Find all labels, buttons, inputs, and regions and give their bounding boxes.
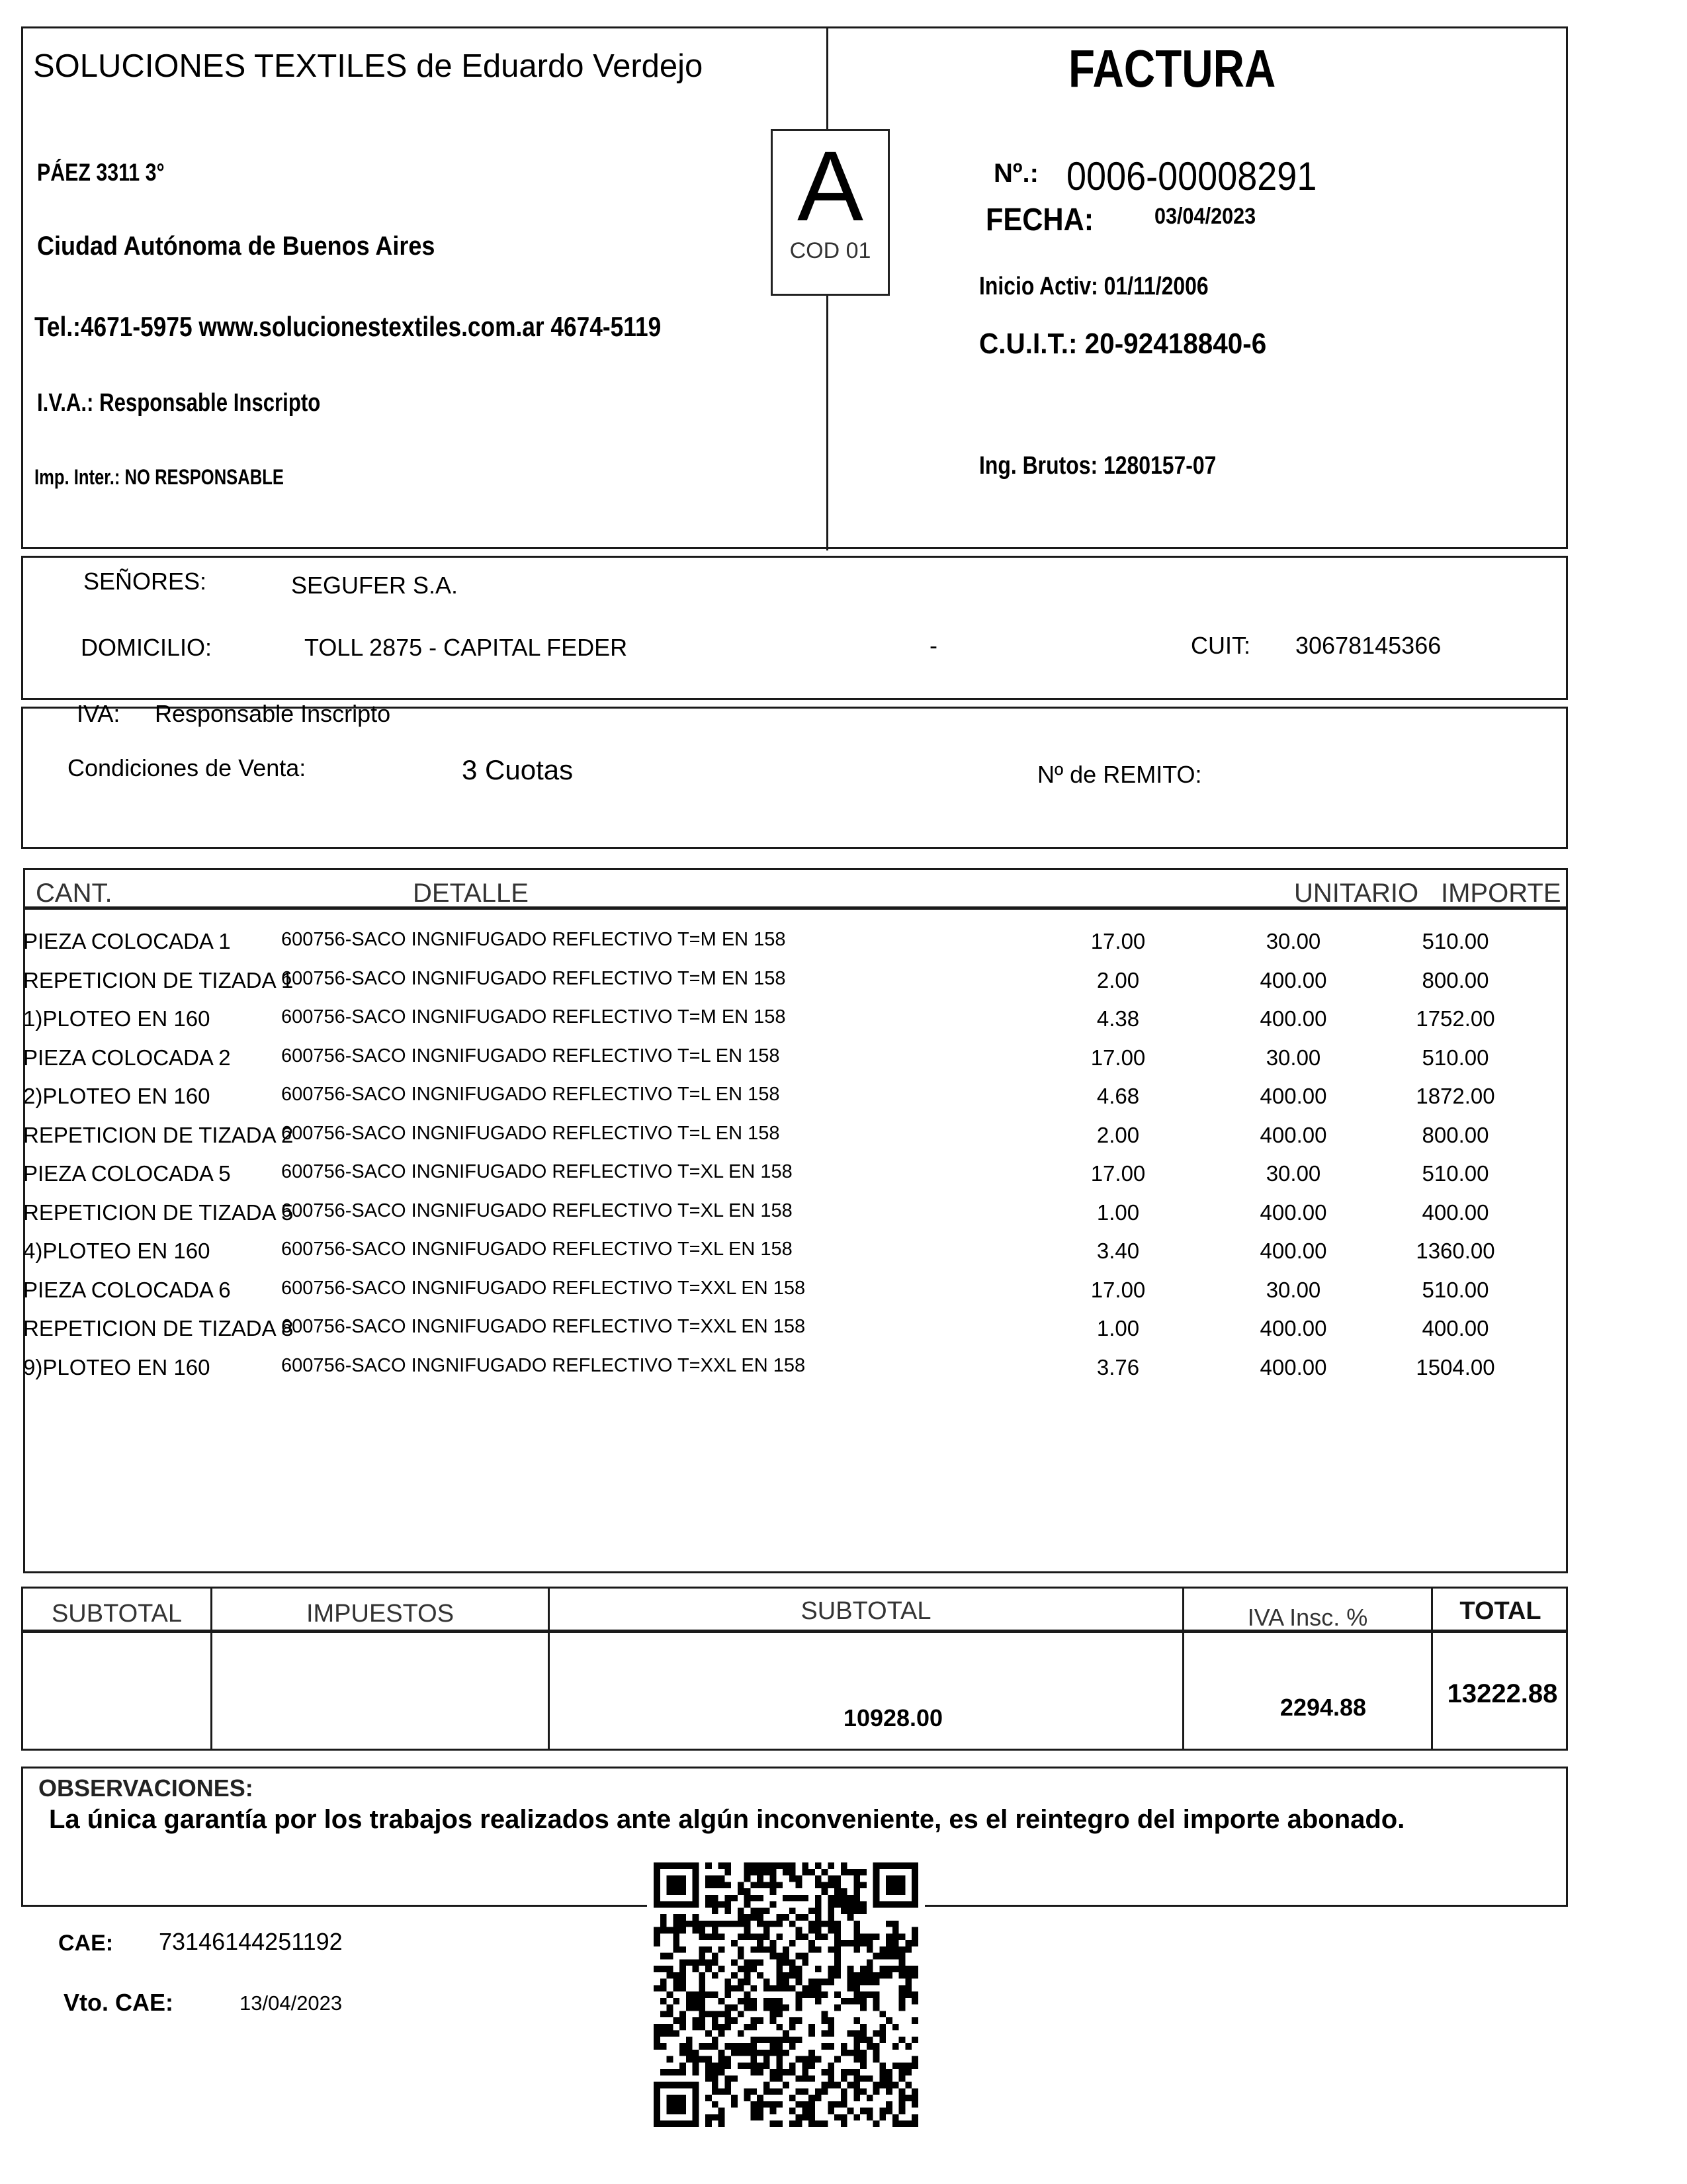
invoice-title: FACTURA [1068, 39, 1276, 98]
qr-code [647, 1856, 925, 2134]
totals-subtotal-value: 10928.00 [843, 1704, 943, 1731]
item-qty: 1.00 [1096, 1316, 1140, 1340]
condiciones-value: 3 Cuotas [462, 754, 574, 785]
invoice-number-label: Nº.: [994, 159, 1039, 188]
invoice-type-code: COD 01 [789, 238, 871, 263]
item-unit-price: 400.00 [1260, 1122, 1327, 1147]
item-detail: 600756-SACO INGNIFUGADO REFLECTIVO T=XL EN 158 [281, 1200, 793, 1221]
item-unit-price: 30.00 [1266, 1161, 1321, 1186]
table-row [0, 1045, 1687, 1084]
item-unit-price: 400.00 [1260, 1084, 1327, 1108]
ing-brutos: Ing. Brutos: 1280157-07 [979, 452, 1217, 480]
col-header-importe: IMPORTE [1441, 879, 1561, 908]
invoice-date: 03/04/2023 [1154, 204, 1256, 229]
table-row [0, 1239, 1687, 1277]
item-label: 4)PLOTEO EN 160 [23, 1239, 210, 1263]
item-total: 510.00 [1422, 1045, 1489, 1070]
table-row [0, 1123, 1687, 1161]
cae-label: CAE: [58, 1931, 114, 1956]
client-domicilio: TOLL 2875 - CAPITAL FEDER [304, 634, 628, 661]
table-row [0, 1084, 1687, 1122]
table-row [0, 1161, 1687, 1200]
issuer-city: Ciudad Autónoma de Buenos Aires [37, 232, 435, 261]
item-detail: 600756-SACO INGNIFUGADO REFLECTIVO T=XXL EN 158 [281, 1354, 806, 1376]
item-label: PIEZA COLOCADA 1 [23, 929, 231, 953]
issuer-name: SOLUCIONES TEXTILES de Eduardo Verdejo [33, 48, 703, 84]
inicio-activ: Inicio Activ: 01/11/2006 [979, 273, 1209, 300]
table-row [0, 1006, 1687, 1045]
table-row [0, 1316, 1687, 1354]
item-total: 510.00 [1422, 929, 1489, 953]
item-unit-price: 400.00 [1260, 967, 1327, 992]
totals-header-subtotal2: SUBTOTAL [800, 1597, 931, 1625]
table-row [0, 1355, 1687, 1393]
item-label: REPETICION DE TIZADA 5 [23, 1200, 294, 1225]
item-label: REPETICION DE TIZADA 2 [23, 1122, 294, 1147]
domicilio-label: DOMICILIO: [81, 634, 212, 661]
item-total: 510.00 [1422, 1161, 1489, 1186]
cae-vto-value: 13/04/2023 [239, 1991, 343, 2015]
observations-label: OBSERVACIONES: [38, 1774, 253, 1802]
table-row [0, 1278, 1687, 1316]
item-label: PIEZA COLOCADA 6 [23, 1277, 231, 1302]
item-label: 1)PLOTEO EN 160 [23, 1006, 210, 1031]
item-unit-price: 30.00 [1266, 1277, 1321, 1302]
item-unit-price: 400.00 [1260, 1354, 1327, 1379]
item-qty: 17.00 [1090, 1277, 1146, 1302]
item-total: 1752.00 [1416, 1006, 1495, 1031]
col-header-unitario: UNITARIO [1294, 879, 1419, 908]
item-unit-price: 400.00 [1260, 1006, 1327, 1031]
item-qty: 2.00 [1096, 1122, 1140, 1147]
item-detail: 600756-SACO INGNIFUGADO REFLECTIVO T=XXL EN 158 [281, 1316, 806, 1337]
client-cuit: 30678145366 [1295, 632, 1442, 659]
remito-label: Nº de REMITO: [1037, 761, 1202, 788]
item-detail: 600756-SACO INGNIFUGADO REFLECTIVO T=L EN 158 [281, 1084, 780, 1105]
totals-header-iva: IVA Insc. % [1247, 1604, 1368, 1631]
item-label: PIEZA COLOCADA 2 [23, 1045, 231, 1070]
item-detail: 600756-SACO INGNIFUGADO REFLECTIVO T=M EN 158 [281, 967, 786, 989]
totals-iva-value: 2294.88 [1279, 1694, 1367, 1721]
issuer-contact: Tel.:4671-5975 www.solucionestextiles.com.ar 4674-5119 [34, 311, 662, 342]
item-unit-price: 400.00 [1260, 1239, 1327, 1263]
item-qty: 17.00 [1090, 929, 1146, 953]
senores-label: SEÑORES: [83, 568, 207, 595]
item-detail: 600756-SACO INGNIFUGADO REFLECTIVO T=XL EN 158 [281, 1161, 793, 1182]
item-detail: 600756-SACO INGNIFUGADO REFLECTIVO T=M EN 158 [281, 1006, 786, 1027]
item-detail: 600756-SACO INGNIFUGADO REFLECTIVO T=L EN 158 [281, 1045, 780, 1067]
item-qty: 1.00 [1096, 1200, 1140, 1225]
condiciones-label: Condiciones de Venta: [67, 754, 306, 781]
item-qty: 4.68 [1096, 1084, 1140, 1108]
totals-total-value: 13222.88 [1447, 1679, 1558, 1708]
invoice-date-label: FECHA: [986, 202, 1094, 238]
invoice-type-letter: A [797, 130, 864, 241]
totals-header-subtotal1: SUBTOTAL [51, 1600, 183, 1628]
item-detail: 600756-SACO INGNIFUGADO REFLECTIVO T=M EN 158 [281, 929, 786, 950]
qr-code-icon [654, 1862, 918, 2127]
cae-value: 73146144251192 [159, 1928, 343, 1955]
item-total: 400.00 [1422, 1200, 1489, 1225]
item-detail: 600756-SACO INGNIFUGADO REFLECTIVO T=L EN 158 [281, 1122, 780, 1144]
item-total: 800.00 [1422, 1122, 1489, 1147]
item-label: REPETICION DE TIZADA 1 [23, 967, 294, 992]
client-name: SEGUFER S.A. [291, 572, 458, 599]
item-qty: 3.76 [1096, 1354, 1140, 1379]
item-label: 2)PLOTEO EN 160 [23, 1084, 210, 1108]
issuer-imp-inter: Imp. Inter.: NO RESPONSABLE [34, 465, 284, 489]
issuer-cuit: C.U.I.T.: 20-92418840-6 [979, 328, 1267, 360]
client-iva: Responsable Inscripto [155, 700, 391, 727]
item-qty: 17.00 [1090, 1161, 1146, 1186]
invoice-number: 0006-00008291 [1066, 154, 1317, 198]
table-row [0, 1200, 1687, 1239]
col-header-detalle: DETALLE [413, 879, 529, 908]
item-total: 510.00 [1422, 1277, 1489, 1302]
item-unit-price: 400.00 [1260, 1316, 1327, 1340]
item-total: 1872.00 [1416, 1084, 1495, 1108]
client-section [21, 556, 1568, 700]
item-label: 9)PLOTEO EN 160 [23, 1354, 210, 1379]
col-header-cant: CANT. [36, 879, 112, 908]
item-detail: 600756-SACO INGNIFUGADO REFLECTIVO T=XXL EN 158 [281, 1277, 806, 1299]
item-unit-price: 30.00 [1266, 929, 1321, 953]
table-row [0, 968, 1687, 1006]
client-cuit-label: CUIT: [1191, 632, 1250, 659]
item-qty: 2.00 [1096, 967, 1140, 992]
invoice-type-box [771, 129, 890, 296]
item-total: 800.00 [1422, 967, 1489, 992]
client-iva-label: IVA: [77, 700, 120, 727]
item-total: 400.00 [1422, 1316, 1489, 1340]
item-label: REPETICION DE TIZADA 8 [23, 1316, 294, 1340]
item-unit-price: 30.00 [1266, 1045, 1321, 1070]
observations-text: La única garantía por los trabajos realizados ante algún inconveniente, es el reintegro del importe abonado. [49, 1805, 1405, 1834]
totals-header-impuestos: IMPUESTOS [306, 1600, 454, 1628]
item-total: 1504.00 [1416, 1354, 1495, 1379]
item-unit-price: 400.00 [1260, 1200, 1327, 1225]
item-qty: 3.40 [1096, 1239, 1140, 1263]
item-qty: 4.38 [1096, 1006, 1140, 1031]
cae-vto-label: Vto. CAE: [64, 1989, 173, 2016]
item-qty: 17.00 [1090, 1045, 1146, 1070]
table-row [0, 929, 1687, 967]
issuer-address: PÁEZ 3311 3° [37, 159, 165, 186]
item-label: PIEZA COLOCADA 5 [23, 1161, 231, 1186]
item-total: 1360.00 [1416, 1239, 1495, 1263]
issuer-iva: I.V.A.: Responsable Inscripto [37, 389, 321, 417]
item-detail: 600756-SACO INGNIFUGADO REFLECTIVO T=XL EN 158 [281, 1239, 793, 1260]
domicilio-dash: - [930, 632, 937, 659]
totals-header-total: TOTAL [1459, 1597, 1541, 1625]
